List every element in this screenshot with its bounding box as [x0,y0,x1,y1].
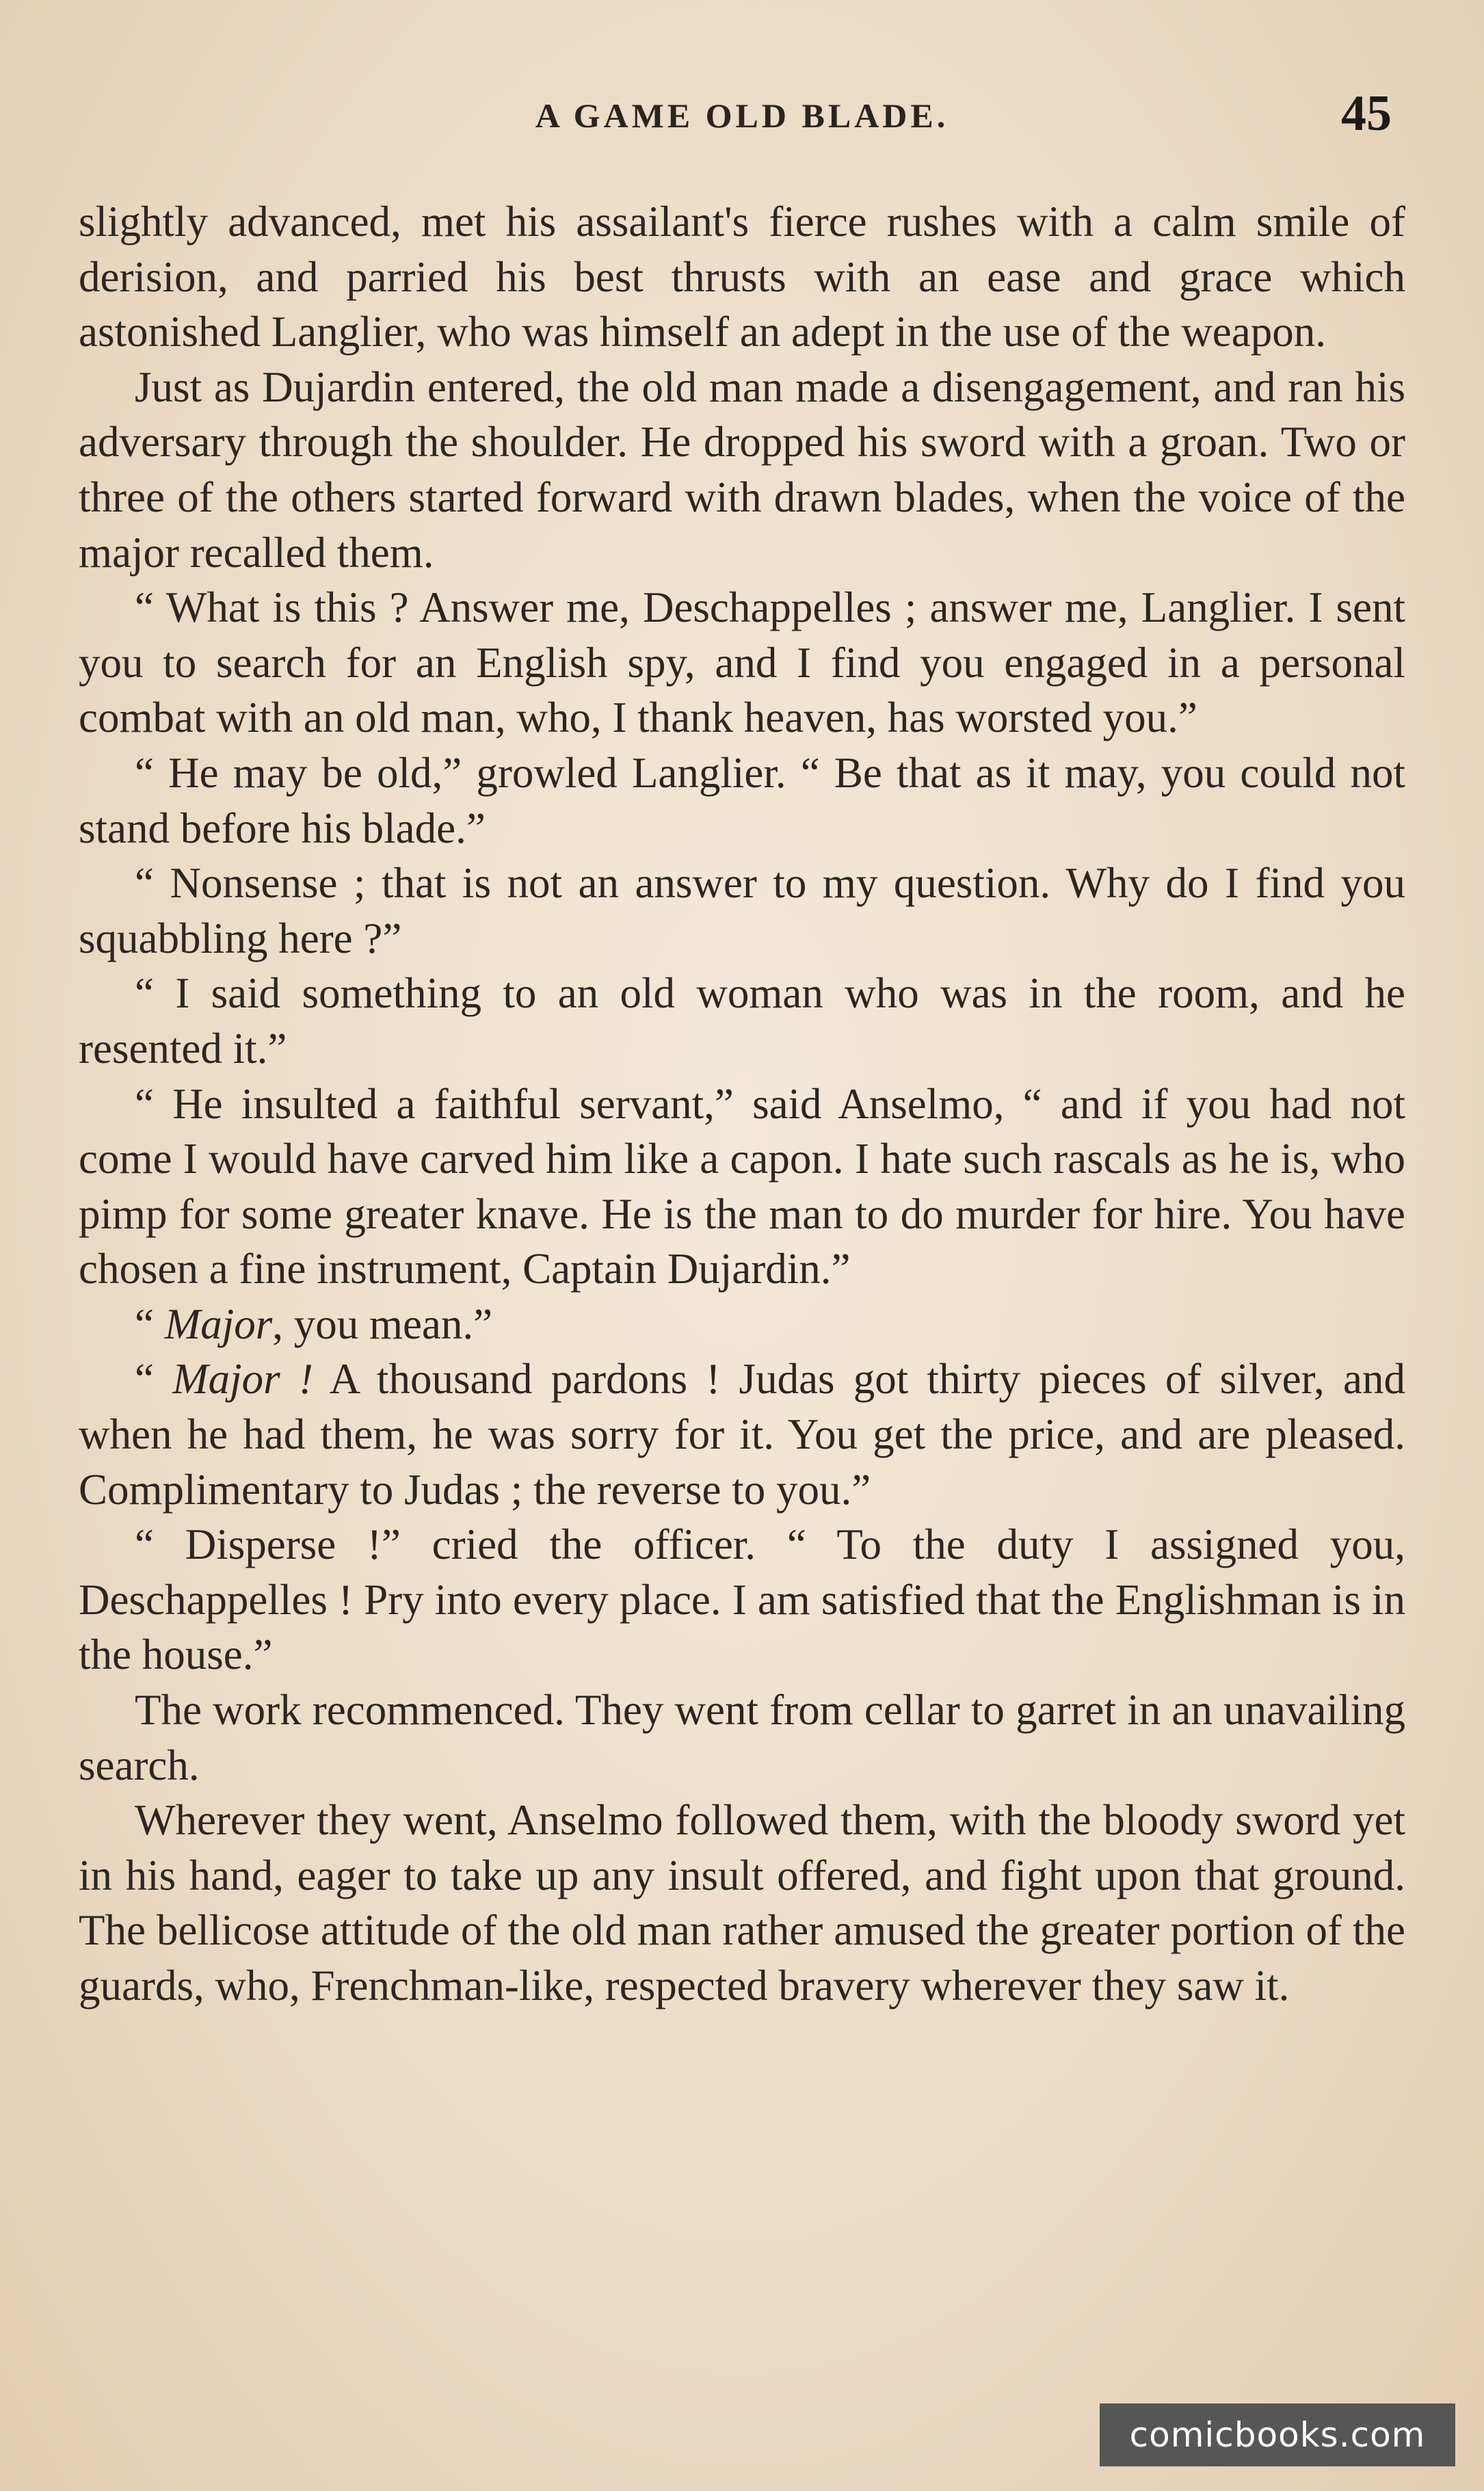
paragraph-text: “ What is this ? Answer me, Deschappelles ; answer me, Langlier. I sent you to search for an English spy, and I find you engaged in a personal combat with an old man, who, I thank heaven, has worsted you.” [79,583,1405,742]
running-title: A GAME OLD BLADE. [535,96,949,135]
paragraph [79,1297,1405,1352]
paragraph [79,856,1405,966]
paragraph [79,1077,1405,1297]
paragraph [79,746,1405,856]
paragraph [79,1517,1405,1683]
body-text [79,194,1405,2014]
paragraph-text: “ I said something to an old woman who was in the room, and he resented it.” [79,969,1405,1072]
paragraph [79,1352,1405,1517]
paragraph [79,1683,1405,1793]
running-head [79,85,1405,144]
paragraph [79,580,1405,746]
watermark-badge: comicbooks.com [1100,2403,1455,2466]
paragraph-text: , you mean.” [272,1300,493,1348]
paragraph-text: Just as Dujardin entered, the old man made a disengagement, and ran his adversary through the shoulder. He dropped his sword with a groan. Two or three of the others started forward with drawn blades, when the voice of the major recalled them. [79,363,1405,577]
page-number: 45 [1341,85,1392,142]
paragraph [79,194,1405,360]
paragraph-text: “ Nonsense ; that is not an answer to my question. Why do I find you squabbling here ?” [79,859,1405,962]
paragraph [79,966,1405,1076]
paragraph [79,360,1405,580]
paragraph-text: “ [135,1355,173,1403]
paragraph-text: Wherever they went, Anselmo followed them, with the bloody sword yet in his hand, eager to take up any insult offered, and fight upon that ground. The bellicose attitude of the old man rather amused the greater portion of the guards, who, Frenchman-like, respected bravery wherever they saw it. [79,1796,1405,2009]
paragraph-text: “ He may be old,” growled Langlier. “ Be that as it may, you could not stand before his blade.” [79,748,1405,852]
paragraph [79,1793,1405,2013]
paragraph-text: “ He insulted a faithful servant,” said Anselmo, “ and if you had not come I would have carved him like a capon. I hate such rascals as he is, who pimp for some greater knave. He is the man to do murder for hire. You have chosen a fine instrument, Captain Dujardin.” [79,1079,1405,1293]
paragraph-text: The work recommenced. They went from cellar to garret in an unavailing search. [79,1686,1405,1789]
paragraph-text: “ Disperse !” cried the officer. “ To the duty I assigned you, Deschappelles ! Pry into every place. I am satisfied that the Englishman is in the house.” [79,1520,1405,1679]
italic-text: Major ! [172,1355,313,1403]
paragraph-text: slightly advanced, met his assailant's fierce rushes with a calm smile of derision, and parried his best thrusts with an ease and grace which astonished Langlier, who was himself an adept in the use of the weapon. [79,198,1405,356]
italic-text: Major [164,1300,273,1348]
paragraph-text: A thousand pardons ! Judas got thirty pieces of silver, and when he had them, he was sorry for it. You get the price, and are pleased. Complimentary to Judas ; the reverse to you.” [79,1355,1405,1514]
paragraph-text: “ [135,1300,165,1348]
